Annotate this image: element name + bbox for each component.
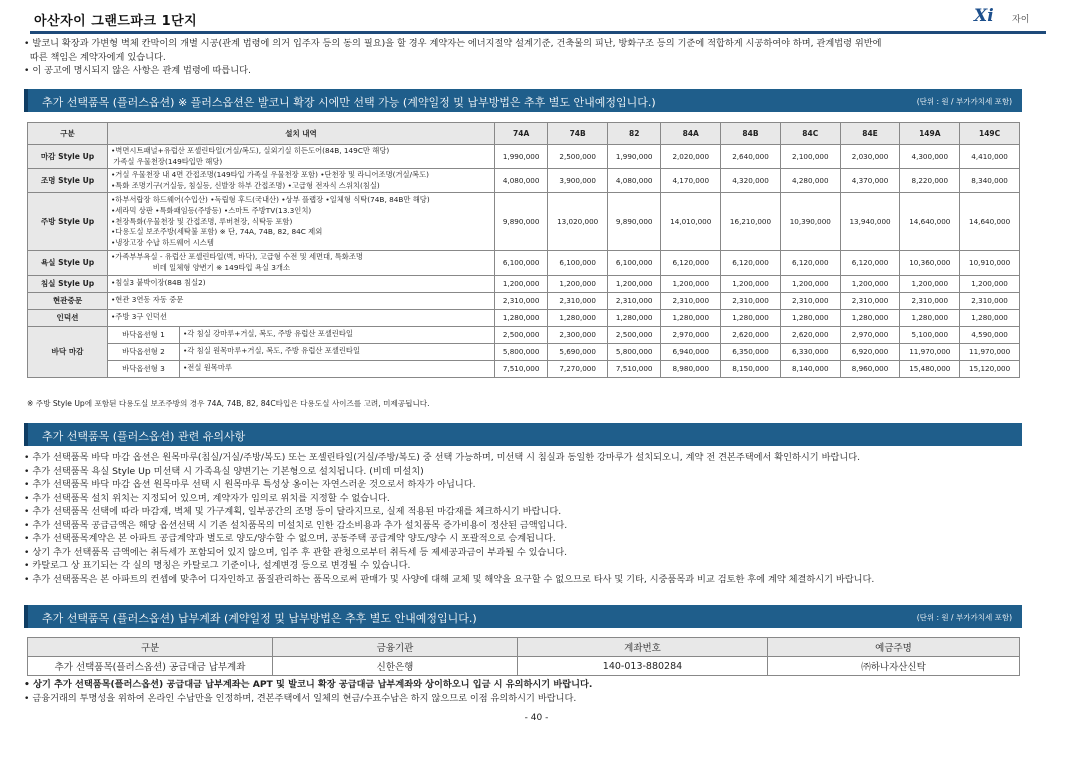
table-row — [28, 169, 1020, 193]
table-header-row — [28, 638, 1020, 657]
note-line: • 추가 선택품목 설치 위치는 지정되어 있으며, 계약자가 임의로 위치를 지정할 수 없습니다. — [24, 492, 390, 504]
table-row — [28, 145, 1020, 169]
price-cell: 2,310,000 — [495, 292, 548, 309]
row-description: •전실 원목마루 — [180, 360, 495, 377]
price-cell: 6,330,000 — [780, 343, 840, 360]
price-cell: 2,620,000 — [721, 326, 781, 343]
description-line: •다용도실 보조주방(세탁불 포함) ※ 단, 74A, 74B, 82, 84C 제외 — [111, 227, 323, 237]
price-cell: 1,990,000 — [495, 145, 548, 169]
bottom-notes — [24, 678, 592, 705]
note-line: • 추가 선택품목 욕실 Style Up 미선택 시 가족욕실 양변기는 기본형으로 설치됩니다. (비데 미설치) — [24, 465, 424, 477]
row-description — [108, 251, 495, 275]
price-cell: 14,640,000 — [900, 193, 960, 251]
header-rule — [30, 31, 1046, 34]
description-line: •거실 우물천장 내 4면 간접조명(149타입 가족실 우물천장 포함) •단천장 및 라니어조명(거실/복도) — [111, 170, 429, 180]
price-cell: 2,310,000 — [780, 292, 840, 309]
column-header: 설치 내역 — [108, 123, 495, 145]
price-cell: 6,120,000 — [840, 251, 900, 275]
xi-logo — [974, 6, 1032, 28]
price-cell: 8,960,000 — [840, 360, 900, 377]
price-cell: 6,120,000 — [661, 251, 721, 275]
price-cell: 14,640,000 — [960, 193, 1020, 251]
description-line: •냉장고장 수납 하드웨어 시스템 — [111, 237, 214, 247]
price-cell: 8,980,000 — [661, 360, 721, 377]
column-header: 84C — [780, 123, 840, 145]
price-cell: 1,280,000 — [548, 309, 608, 326]
note-line: • 카탈로그 상 표기되는 각 실의 명칭은 카탈로그 기준이나, 설계변경 등으로 변경될 수 있습니다. — [24, 560, 411, 571]
account-purpose: 추가 선택품목(플러스옵션) 공급대금 납부계좌 — [28, 657, 273, 676]
price-cell: 4,080,000 — [495, 169, 548, 193]
note-line: • 추가 선택품목 공급금액은 해당 옵션선택 시 기존 설치품목의 미설치로 인한 감소비용과 추가 설치품목 증가비용이 정산된 금액입니다. — [24, 519, 568, 531]
row-description — [108, 309, 495, 326]
note-line: 따른 책임은 계약자에게 있습니다. — [24, 51, 166, 63]
price-cell: 2,640,000 — [721, 145, 781, 169]
floor-option-name: 바닥옵션형 3 — [108, 360, 180, 377]
description-line: •하부서랍장 하드웨어(수입산) •독립형 후드(국내산) •상부 플랩장 •일체형 식탁(74B, 84B만 해당) — [111, 195, 430, 205]
top-notes — [24, 37, 882, 78]
price-cell: 2,310,000 — [661, 292, 721, 309]
price-cell: 1,280,000 — [840, 309, 900, 326]
table-row — [28, 309, 1020, 326]
price-cell: 1,280,000 — [960, 309, 1020, 326]
table-row — [28, 326, 1020, 343]
price-cell: 15,120,000 — [960, 360, 1020, 377]
column-header: 예금주명 — [768, 638, 1020, 657]
price-cell: 8,150,000 — [721, 360, 781, 377]
price-cell: 5,690,000 — [548, 343, 608, 360]
price-cell: 13,020,000 — [548, 193, 608, 251]
note-line: • 추가 선택품목 바닥 마감 옵션은 원목마루(침실/거실/주방/복도) 또는 포셀린타일(거실/주방/복도) 중 선택 가능하며, 미선택 시 침실과 동일한 강마루가 설치되오니, 계약 전 견본주택에서 확인하시기 바랍니다. — [24, 452, 861, 463]
page-header — [30, 4, 1046, 32]
price-cell: 1,280,000 — [661, 309, 721, 326]
note-line: • 추가 선택품목은 본 아파트의 컨셉에 맞추어 디자인하고 품질관리하는 품목으로써 판매가 및 사양에 대해 교체 및 해약을 요구할 수 없으므로 타사 및 기타, 시중품목과 비교 검토한 후에 계약 체결하시기 바랍니다. — [24, 573, 875, 585]
row-description — [108, 292, 495, 309]
price-cell: 15,480,000 — [900, 360, 960, 377]
price-cell: 6,100,000 — [548, 251, 608, 275]
column-header: 금융기관 — [273, 638, 518, 657]
column-header: 계좌번호 — [518, 638, 768, 657]
price-cell: 10,910,000 — [960, 251, 1020, 275]
row-description: •각 침실 원목마루+거실, 복도, 주방 유럽산 포셀린타일 — [180, 343, 495, 360]
column-header: 구분 — [28, 123, 108, 145]
column-header: 149C — [960, 123, 1020, 145]
price-cell: 4,320,000 — [721, 169, 781, 193]
price-cell: 10,360,000 — [900, 251, 960, 275]
price-cell: 4,280,000 — [780, 169, 840, 193]
column-header: 82 — [608, 123, 661, 145]
option-notes — [24, 451, 874, 586]
price-cell: 6,100,000 — [495, 251, 548, 275]
table-header-row — [28, 123, 1020, 145]
price-cell: 8,340,000 — [960, 169, 1020, 193]
price-cell: 2,500,000 — [548, 145, 608, 169]
row-description: •각 침실 강마루+거실, 복도, 주방 유럽산 포셀린타일 — [180, 326, 495, 343]
price-cell: 1,200,000 — [608, 275, 661, 292]
floor-option-name: 바닥옵션형 2 — [108, 343, 180, 360]
table-row — [28, 292, 1020, 309]
account-table — [27, 637, 1020, 676]
price-cell: 5,100,000 — [900, 326, 960, 343]
table-row — [28, 275, 1020, 292]
section-title: 추가 선택품목 (플러스옵션) 납부계좌 (계약일정 및 납부방법은 추후 별도 안내예정입니다.) — [42, 612, 477, 625]
price-cell: 2,310,000 — [840, 292, 900, 309]
price-cell: 2,310,000 — [960, 292, 1020, 309]
xi-logo-text: 자이 — [1012, 15, 1030, 25]
price-cell: 1,200,000 — [495, 275, 548, 292]
row-category: 침실 Style Up — [28, 275, 108, 292]
row-category: 바닥 마감 — [28, 326, 108, 377]
table-row — [28, 343, 1020, 360]
section-bar-options — [24, 89, 1022, 112]
note-line: • 금융거래의 투명성을 위하여 온라인 수납만을 인정하며, 견본주택에서 일체의 현금/수표수납은 하지 않으므로 이점 유의하시기 바랍니다. — [24, 692, 577, 704]
price-cell: 1,990,000 — [608, 145, 661, 169]
row-category: 현관중문 — [28, 292, 108, 309]
description-line: •현관 3연동 자동 중문 — [111, 295, 184, 305]
xi-logo-mark: Xi — [974, 6, 994, 26]
price-cell: 2,620,000 — [780, 326, 840, 343]
price-cell: 16,210,000 — [721, 193, 781, 251]
table-footnote: ※ 주방 Style Up에 포함된 다용도실 보조주방의 경우 74A, 74B, 82, 84C타입은 다용도실 사이즈를 고려, 미제공됩니다. — [27, 399, 430, 408]
price-cell: 2,970,000 — [661, 326, 721, 343]
price-cell: 6,350,000 — [721, 343, 781, 360]
description-line: •특화 조명기구(거실등, 침실등, 신발장 하부 간접조명) •고급형 전자식 스위치(침실) — [111, 180, 380, 190]
price-cell: 1,200,000 — [721, 275, 781, 292]
note-line: • 추가 선택품목 선택에 따라 마감재, 벽체 및 가구계획, 일부공간의 조명 등이 달라지므로, 실제 적용된 마감재를 체크하시기 바랍니다. — [24, 506, 562, 517]
column-header: 149A — [900, 123, 960, 145]
price-cell: 13,940,000 — [840, 193, 900, 251]
price-cell: 1,280,000 — [900, 309, 960, 326]
price-cell: 4,370,000 — [840, 169, 900, 193]
note-line: • 추가 선택품목 바닥 마감 옵션 원목마루 선택 시 원목마루 특성상 옹이는 자연스러운 것으로서 하자가 아닙니다. — [24, 479, 476, 490]
row-category: 주방 Style Up — [28, 193, 108, 251]
row-category: 욕실 Style Up — [28, 251, 108, 275]
price-cell: 6,100,000 — [608, 251, 661, 275]
description-line: •주방 3구 인덕션 — [111, 312, 167, 322]
price-cell: 3,900,000 — [548, 169, 608, 193]
note-line: • 이 공고에 명시되지 않은 사항은 관계 법령에 따릅니다. — [24, 65, 251, 76]
page-number: - 40 - — [524, 713, 549, 723]
column-header: 84A — [661, 123, 721, 145]
table-row — [28, 193, 1020, 251]
price-cell: 7,510,000 — [495, 360, 548, 377]
price-cell: 2,970,000 — [840, 326, 900, 343]
description-line: •세라믹 상판 •특화패임등(주방등) •스마트 주방TV(13.3인치) — [111, 205, 312, 215]
column-header: 74A — [495, 123, 548, 145]
price-cell: 10,390,000 — [780, 193, 840, 251]
price-cell: 1,200,000 — [840, 275, 900, 292]
price-cell: 1,200,000 — [548, 275, 608, 292]
unit-note: (단위 : 원 / 부가가치세 포함) — [916, 613, 1012, 622]
column-header: 74B — [548, 123, 608, 145]
column-header: 구분 — [28, 638, 273, 657]
price-cell: 8,140,000 — [780, 360, 840, 377]
price-cell: 2,300,000 — [548, 326, 608, 343]
price-cell: 2,500,000 — [608, 326, 661, 343]
price-cell: 6,920,000 — [840, 343, 900, 360]
price-cell: 2,100,000 — [780, 145, 840, 169]
bank-name: 신한은행 — [273, 657, 518, 676]
options-table — [27, 122, 1020, 378]
price-cell: 1,200,000 — [960, 275, 1020, 292]
note-line: • 상기 추가 선택품목(플러스옵션) 공급대금 납부계좌는 APT 및 발코니 확장 공급대금 납부계좌와 상이하오니 입금 시 유의하시기 바랍니다. — [24, 679, 593, 690]
row-category: 마감 Style Up — [28, 145, 108, 169]
price-cell: 11,970,000 — [960, 343, 1020, 360]
price-cell: 2,310,000 — [900, 292, 960, 309]
price-cell: 1,200,000 — [780, 275, 840, 292]
section-bar-notes — [24, 423, 1022, 446]
account-number: 140-013-880284 — [518, 657, 768, 676]
note-line: • 추가 선택품목계약은 본 아파트 공급계약과 별도로 양도/양수할 수 없으며, 공동주택 공급계약 양도/양수 시 포괄적으로 승계됩니다. — [24, 533, 556, 544]
price-cell: 11,970,000 — [900, 343, 960, 360]
price-cell: 2,500,000 — [495, 326, 548, 343]
price-cell: 4,300,000 — [900, 145, 960, 169]
price-cell: 2,310,000 — [721, 292, 781, 309]
price-cell: 4,080,000 — [608, 169, 661, 193]
description-line: •벽면시트패널+유럽산 포셀린타일(거실/복도), 실외기실 히든도어(84B, 149C만 해당) — [111, 146, 390, 155]
price-cell: 2,020,000 — [661, 145, 721, 169]
price-cell: 5,800,000 — [495, 343, 548, 360]
price-cell: 7,510,000 — [608, 360, 661, 377]
price-cell: 6,940,000 — [661, 343, 721, 360]
price-cell: 1,200,000 — [900, 275, 960, 292]
table-row — [28, 251, 1020, 275]
price-cell: 5,800,000 — [608, 343, 661, 360]
note-line: • 발코니 확장과 가변형 벽체 칸막이의 개별 시공(관계 법령에 의거 입주자 등의 동의 필요)을 할 경우 계약자는 에너지절약 설계기준, 건축물의 피난, 방화구조 등의 기준에 적합하게 시공하여야 하며, 관계법령 위반에 — [24, 38, 882, 49]
price-cell: 7,270,000 — [548, 360, 608, 377]
price-cell: 2,310,000 — [548, 292, 608, 309]
price-cell: 4,410,000 — [960, 145, 1020, 169]
description-line: •천장특화(우물천장 및 간접조명, 루버천장, 식탁등 포함) — [111, 216, 293, 226]
description-line: 비데 일체형 양변기 ※ 149타입 욕실 3개소 — [111, 262, 291, 272]
description-line: 가족실 우물천장(149타입만 해당) — [111, 156, 223, 166]
section-title: 추가 선택품목 (플러스옵션) 관련 유의사항 — [42, 430, 246, 443]
note-line: • 상기 추가 선택품목 금액에는 취득세가 포함되어 있지 않으며, 입주 후 관할 관청으로부터 취득세 등 제세공과금이 부과될 수 있습니다. — [24, 546, 568, 558]
price-cell: 2,030,000 — [840, 145, 900, 169]
price-cell: 6,120,000 — [780, 251, 840, 275]
price-cell: 9,890,000 — [608, 193, 661, 251]
table-row — [28, 657, 1020, 676]
description-line: •침실3 붙박이장(84B 침실2) — [111, 278, 206, 288]
row-description — [108, 169, 495, 193]
unit-note: (단위 : 원 / 부가가치세 포함) — [916, 97, 1012, 106]
table-row — [28, 360, 1020, 377]
page-title: 아산자이 그랜드파크 1단지 — [34, 14, 198, 29]
row-description — [108, 193, 495, 251]
account-holder: ㈜하나자산신탁 — [768, 657, 1020, 676]
floor-option-name: 바닥옵션형 1 — [108, 326, 180, 343]
price-cell: 14,010,000 — [661, 193, 721, 251]
section-bar-account — [24, 605, 1022, 628]
price-cell: 1,280,000 — [780, 309, 840, 326]
row-description — [108, 275, 495, 292]
price-cell: 2,310,000 — [608, 292, 661, 309]
column-header: 84B — [721, 123, 781, 145]
price-cell: 4,590,000 — [960, 326, 1020, 343]
price-cell: 1,280,000 — [721, 309, 781, 326]
price-cell: 1,280,000 — [608, 309, 661, 326]
price-cell: 1,280,000 — [495, 309, 548, 326]
price-cell: 1,200,000 — [661, 275, 721, 292]
column-header: 84E — [840, 123, 900, 145]
price-cell: 9,890,000 — [495, 193, 548, 251]
price-cell: 8,220,000 — [900, 169, 960, 193]
price-cell: 4,170,000 — [661, 169, 721, 193]
section-title: 추가 선택품목 (플러스옵션) ※ 플러스옵션은 발코니 확장 시에만 선택 가능 (계약일정 및 납부방법은 추후 별도 안내예정입니다.) — [42, 96, 656, 109]
price-cell: 6,120,000 — [721, 251, 781, 275]
row-description — [108, 145, 495, 169]
row-category: 조명 Style Up — [28, 169, 108, 193]
description-line: •가족부부욕실 - 유럽산 포셀린타일(벽, 바닥), 고급형 수전 및 세면대, 특화조명 — [111, 252, 363, 262]
row-category: 인덕션 — [28, 309, 108, 326]
